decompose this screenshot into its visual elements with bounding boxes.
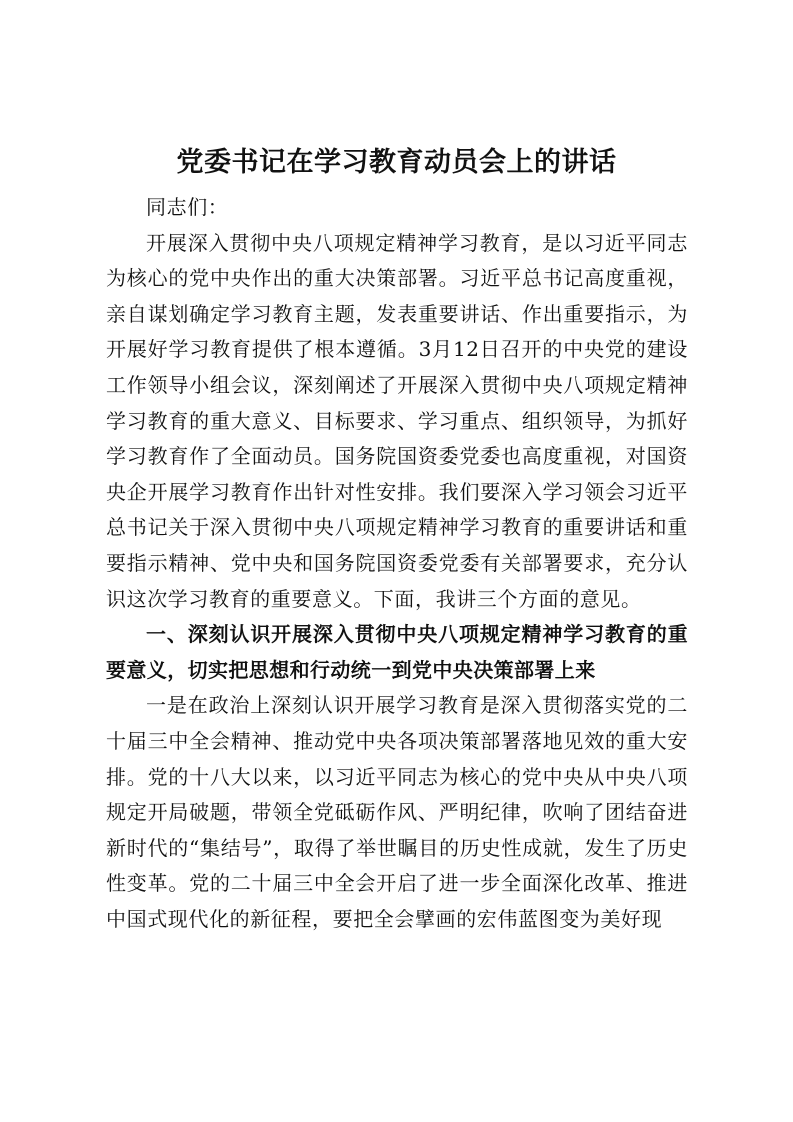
paragraph-intro: 开展深入贯彻中央八项规定精神学习教育，是以习近平同志为核心的党中央作出的重大决策部署。习近平总书记高度重视，亲自谋划确定学习教育主题，发表重要讲话、作出重要指示，为开展好学习教育提供了根本遵循。3月12日召开的中央党的建设工作领导小组会议，深刻阐述了开展深入贯彻中央八项规定精神学习教育的重大意义、目标要求、学习重点、组织领导，为抓好学习教育作了全面动员。国务院国资委党委也高度重视，对国资央企开展学习教育作出针对性安排。我们要深入学习领会习近平总书记关于深入贯彻中央八项规定精神学习教育的重要讲话和重要指示精神、党中央和国务院国资委党委有关部署要求，充分认识这次学习教育的重要意义。下面，我讲三个方面的意见。 bbox=[106, 230, 688, 611]
document-body bbox=[106, 190, 688, 937]
salutation: 同志们： bbox=[146, 195, 229, 219]
paragraph-section-1: 一是在政治上深刻认识开展学习教育是深入贯彻落实党的二十届三中全会精神、推动党中央各项决策部署落地见效的重大安排。党的十八大以来，以习近平同志为核心的党中央从中央八项规定开局破题，带领全党砥砺作风、严明纪律，吹响了团结奋进新时代的“集结号”，取得了举世瞩目的历史性成就，发生了历史性变革。党的二十届三中全会开启了进一步全面深化改革、推进中国式现代化的新征程，要把全会擘画的宏伟蓝图变为美好现 bbox=[106, 693, 688, 931]
section-heading-1: 一、深刻认识开展深入贯彻中央八项规定精神学习教育的重要意义，切实把思想和行动统一到党中央决策部署上来 bbox=[106, 622, 688, 682]
document-title: 党委书记在学习教育动员会上的讲话 bbox=[176, 147, 617, 178]
